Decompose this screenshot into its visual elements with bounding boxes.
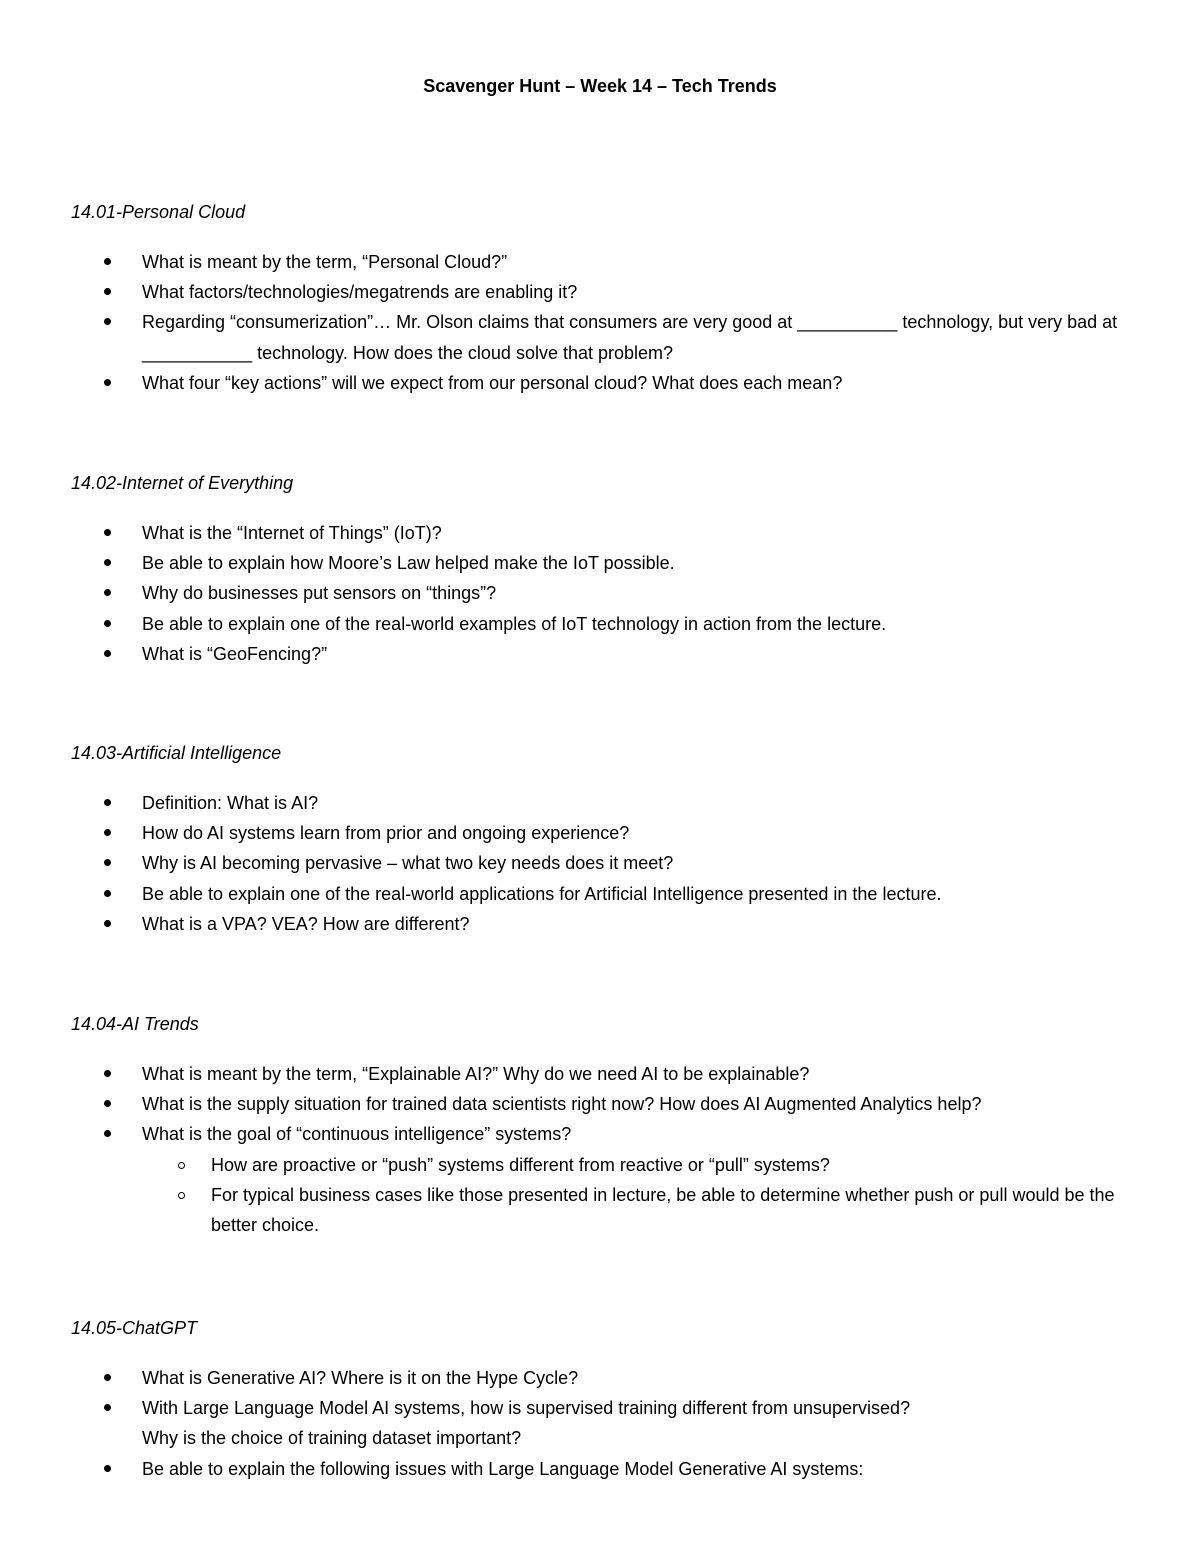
list-item: Be able to explain the following issues with Large Language Model Generative AI systems:	[71, 1454, 1131, 1484]
question-list	[71, 518, 1131, 669]
bullet-icon	[104, 1070, 111, 1077]
bullet-icon	[104, 288, 111, 295]
hollow-bullet-icon	[178, 1192, 185, 1199]
bullet-icon	[104, 650, 111, 657]
question-list	[71, 1363, 1131, 1484]
list-item: With Large Language Model AI systems, how is supervised training different from unsupervised? Why is the choice of training dataset important?	[71, 1393, 1131, 1453]
list-item: What is “GeoFencing?”	[71, 639, 1131, 669]
list-item: Be able to explain how Moore’s Law helped make the IoT possible.	[71, 548, 1131, 578]
section-heading: 14.05-ChatGPT	[71, 1318, 198, 1338]
bullet-icon	[104, 1374, 111, 1381]
document-title: Scavenger Hunt – Week 14 – Tech Trends	[423, 76, 777, 96]
bullet-icon	[104, 1100, 111, 1107]
bullet-icon	[104, 1130, 111, 1137]
bullet-icon	[104, 859, 111, 866]
list-item: What is meant by the term, “Personal Cloud?”	[71, 247, 1131, 277]
list-item: What is the goal of “continuous intelligence” systems? How are proactive or “push” systems different from reactive or “pull” systems? For typical business cases like those presented in lecture, be able to determine whether push or pull would be the better choice.	[71, 1119, 1131, 1240]
section-artificial-intelligence	[71, 738, 1131, 939]
list-item: Definition: What is AI?	[71, 788, 1131, 818]
sub-question-list	[142, 1150, 1131, 1241]
question-list	[71, 1059, 1131, 1240]
list-item: What is meant by the term, “Explainable AI?” Why do we need AI to be explainable?	[71, 1059, 1131, 1089]
section-chatgpt	[71, 1313, 1131, 1484]
list-item: What factors/technologies/megatrends are enabling it?	[71, 277, 1131, 307]
bullet-icon	[104, 920, 111, 927]
list-item: Why do businesses put sensors on “things”?	[71, 578, 1131, 608]
list-item: What is a VPA? VEA? How are different?	[71, 909, 1131, 939]
bullet-icon	[104, 258, 111, 265]
list-item: How do AI systems learn from prior and ongoing experience?	[71, 818, 1131, 848]
list-item: Be able to explain one of the real-world examples of IoT technology in action from the lecture.	[71, 609, 1131, 639]
bullet-icon	[104, 318, 111, 325]
bullet-icon	[104, 799, 111, 806]
bullet-icon	[104, 589, 111, 596]
list-item: Why is AI becoming pervasive – what two key needs does it meet?	[71, 848, 1131, 878]
section-heading: 14.03-Artificial Intelligence	[71, 743, 282, 763]
bullet-icon	[104, 1465, 111, 1472]
bullet-icon	[104, 379, 111, 386]
sub-list-item: How are proactive or “push” systems different from reactive or “pull” systems?	[142, 1150, 1131, 1180]
section-ai-trends	[71, 1009, 1131, 1240]
sub-list-item: For typical business cases like those presented in lecture, be able to determine whether push or pull would be the better choice.	[142, 1180, 1131, 1240]
section-internet-of-everything	[71, 468, 1131, 669]
section-heading: 14.01-Personal Cloud	[71, 202, 246, 222]
hollow-bullet-icon	[178, 1162, 185, 1169]
question-list	[71, 247, 1131, 398]
bullet-icon	[104, 829, 111, 836]
list-item: What four “key actions” will we expect from our personal cloud? What does each mean?	[71, 368, 1131, 398]
bullet-icon	[104, 890, 111, 897]
list-item: What is the “Internet of Things” (IoT)?	[71, 518, 1131, 548]
bullet-icon	[104, 529, 111, 536]
bullet-icon	[104, 559, 111, 566]
section-personal-cloud	[71, 197, 1131, 398]
list-item: What is the supply situation for trained data scientists right now? How does AI Augmented Analytics help?	[71, 1089, 1131, 1119]
bullet-icon	[104, 620, 111, 627]
section-heading: 14.04-AI Trends	[71, 1014, 199, 1034]
list-item: Regarding “consumerization”… Mr. Olson claims that consumers are very good at __________ technology, but very bad at ___________ technology. How does the cloud solve that problem?	[71, 307, 1131, 367]
bullet-icon	[104, 1404, 111, 1411]
section-heading: 14.02-Internet of Everything	[71, 473, 294, 493]
list-item: Be able to explain one of the real-world applications for Artificial Intelligence presented in the lecture.	[71, 879, 1131, 909]
question-list	[71, 788, 1131, 939]
list-item: What is Generative AI? Where is it on the Hype Cycle?	[71, 1363, 1131, 1393]
